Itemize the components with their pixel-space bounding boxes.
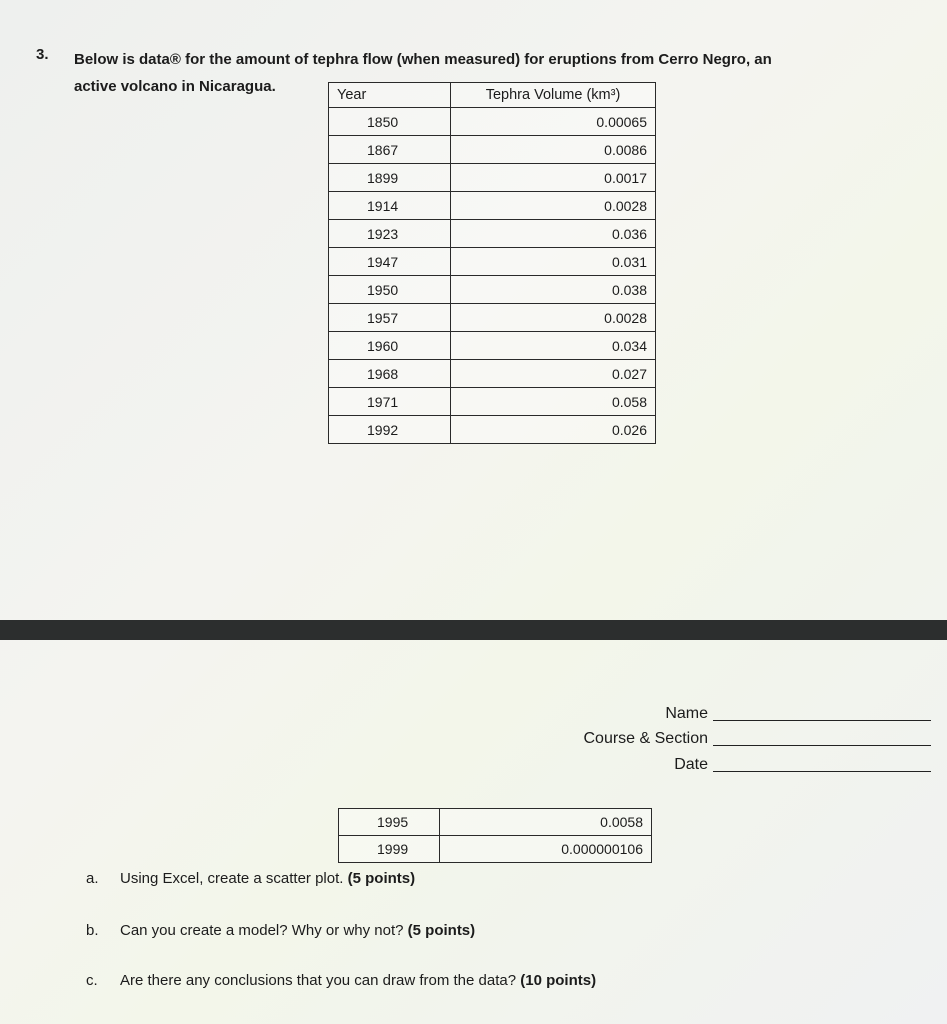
subquestion-points: (5 points): [407, 922, 476, 939]
table-row: [329, 136, 656, 164]
question-text-line2: active volcano in Nicaragua.: [74, 78, 276, 95]
header-year: Year: [329, 83, 451, 108]
page-divider: [0, 620, 947, 640]
table-row: [329, 220, 656, 248]
volume-cell: 0.0028: [451, 304, 656, 332]
year-cell: 1950: [329, 276, 451, 304]
year-cell: 1947: [329, 248, 451, 276]
name-label: Name: [665, 705, 708, 722]
table-row: [329, 388, 656, 416]
volume-cell: 0.034: [451, 332, 656, 360]
volume-cell: 0.036: [451, 220, 656, 248]
subquestion-text: Can you create a model? Why or why not?: [120, 922, 404, 939]
table-row: [339, 809, 652, 836]
volume-cell: 0.00065: [451, 108, 656, 136]
year-cell: 1923: [329, 220, 451, 248]
volume-cell: 0.026: [451, 416, 656, 444]
subquestion-label: c.: [86, 972, 98, 989]
year-cell: 1992: [329, 416, 451, 444]
year-cell: 1971: [329, 388, 451, 416]
question-text-line1: Below is data® for the amount of tephra flow (when measured) for eruptions from Cerro Negro, an: [74, 51, 772, 68]
subquestion-text: Are there any conclusions that you can draw from the data?: [120, 972, 517, 989]
year-cell: 1960: [329, 332, 451, 360]
subquestion-text: Using Excel, create a scatter plot.: [120, 870, 344, 887]
year-cell: 1957: [329, 304, 451, 332]
volume-cell: 0.031: [451, 248, 656, 276]
subquestion-points: (10 points): [520, 972, 597, 989]
header-volume: Tephra Volume (km³): [451, 83, 656, 108]
volume-cell: 0.038: [451, 276, 656, 304]
subquestion-1: [86, 870, 415, 887]
table-row: [329, 360, 656, 388]
volume-cell: 0.0058: [440, 809, 652, 836]
volume-cell: 0.0086: [451, 136, 656, 164]
year-cell: 1995: [339, 809, 440, 836]
subquestion-points: (5 points): [347, 870, 416, 887]
name-field[interactable]: [713, 719, 931, 721]
subquestion-label: a.: [86, 870, 99, 887]
volume-cell: 0.058: [451, 388, 656, 416]
course-section-field[interactable]: [713, 744, 931, 746]
course-section-label: Course & Section: [583, 730, 708, 747]
year-cell: 1968: [329, 360, 451, 388]
year-cell: 1914: [329, 192, 451, 220]
table-row: [329, 164, 656, 192]
table-row: [329, 416, 656, 444]
volume-cell: 0.0017: [451, 164, 656, 192]
question-number: 3.: [36, 46, 49, 63]
table-row: [329, 304, 656, 332]
table-row: [329, 192, 656, 220]
table-row: [339, 836, 652, 863]
subquestion-2: [86, 922, 475, 939]
volume-cell: 0.027: [451, 360, 656, 388]
year-cell: 1999: [339, 836, 440, 863]
subquestion-3: [86, 972, 596, 989]
table-row: [329, 332, 656, 360]
table-row: [329, 276, 656, 304]
table-row: [329, 248, 656, 276]
table-row: [329, 108, 656, 136]
date-field[interactable]: [713, 770, 931, 772]
table-header-row: [329, 83, 656, 108]
volume-cell: 0.0028: [451, 192, 656, 220]
date-label: Date: [674, 756, 708, 773]
year-cell: 1867: [329, 136, 451, 164]
subquestion-label: b.: [86, 922, 99, 939]
year-cell: 1899: [329, 164, 451, 192]
volume-cell: 0.000000106: [440, 836, 652, 863]
year-cell: 1850: [329, 108, 451, 136]
tephra-table-continued: [338, 808, 652, 863]
tephra-table: [328, 82, 656, 444]
